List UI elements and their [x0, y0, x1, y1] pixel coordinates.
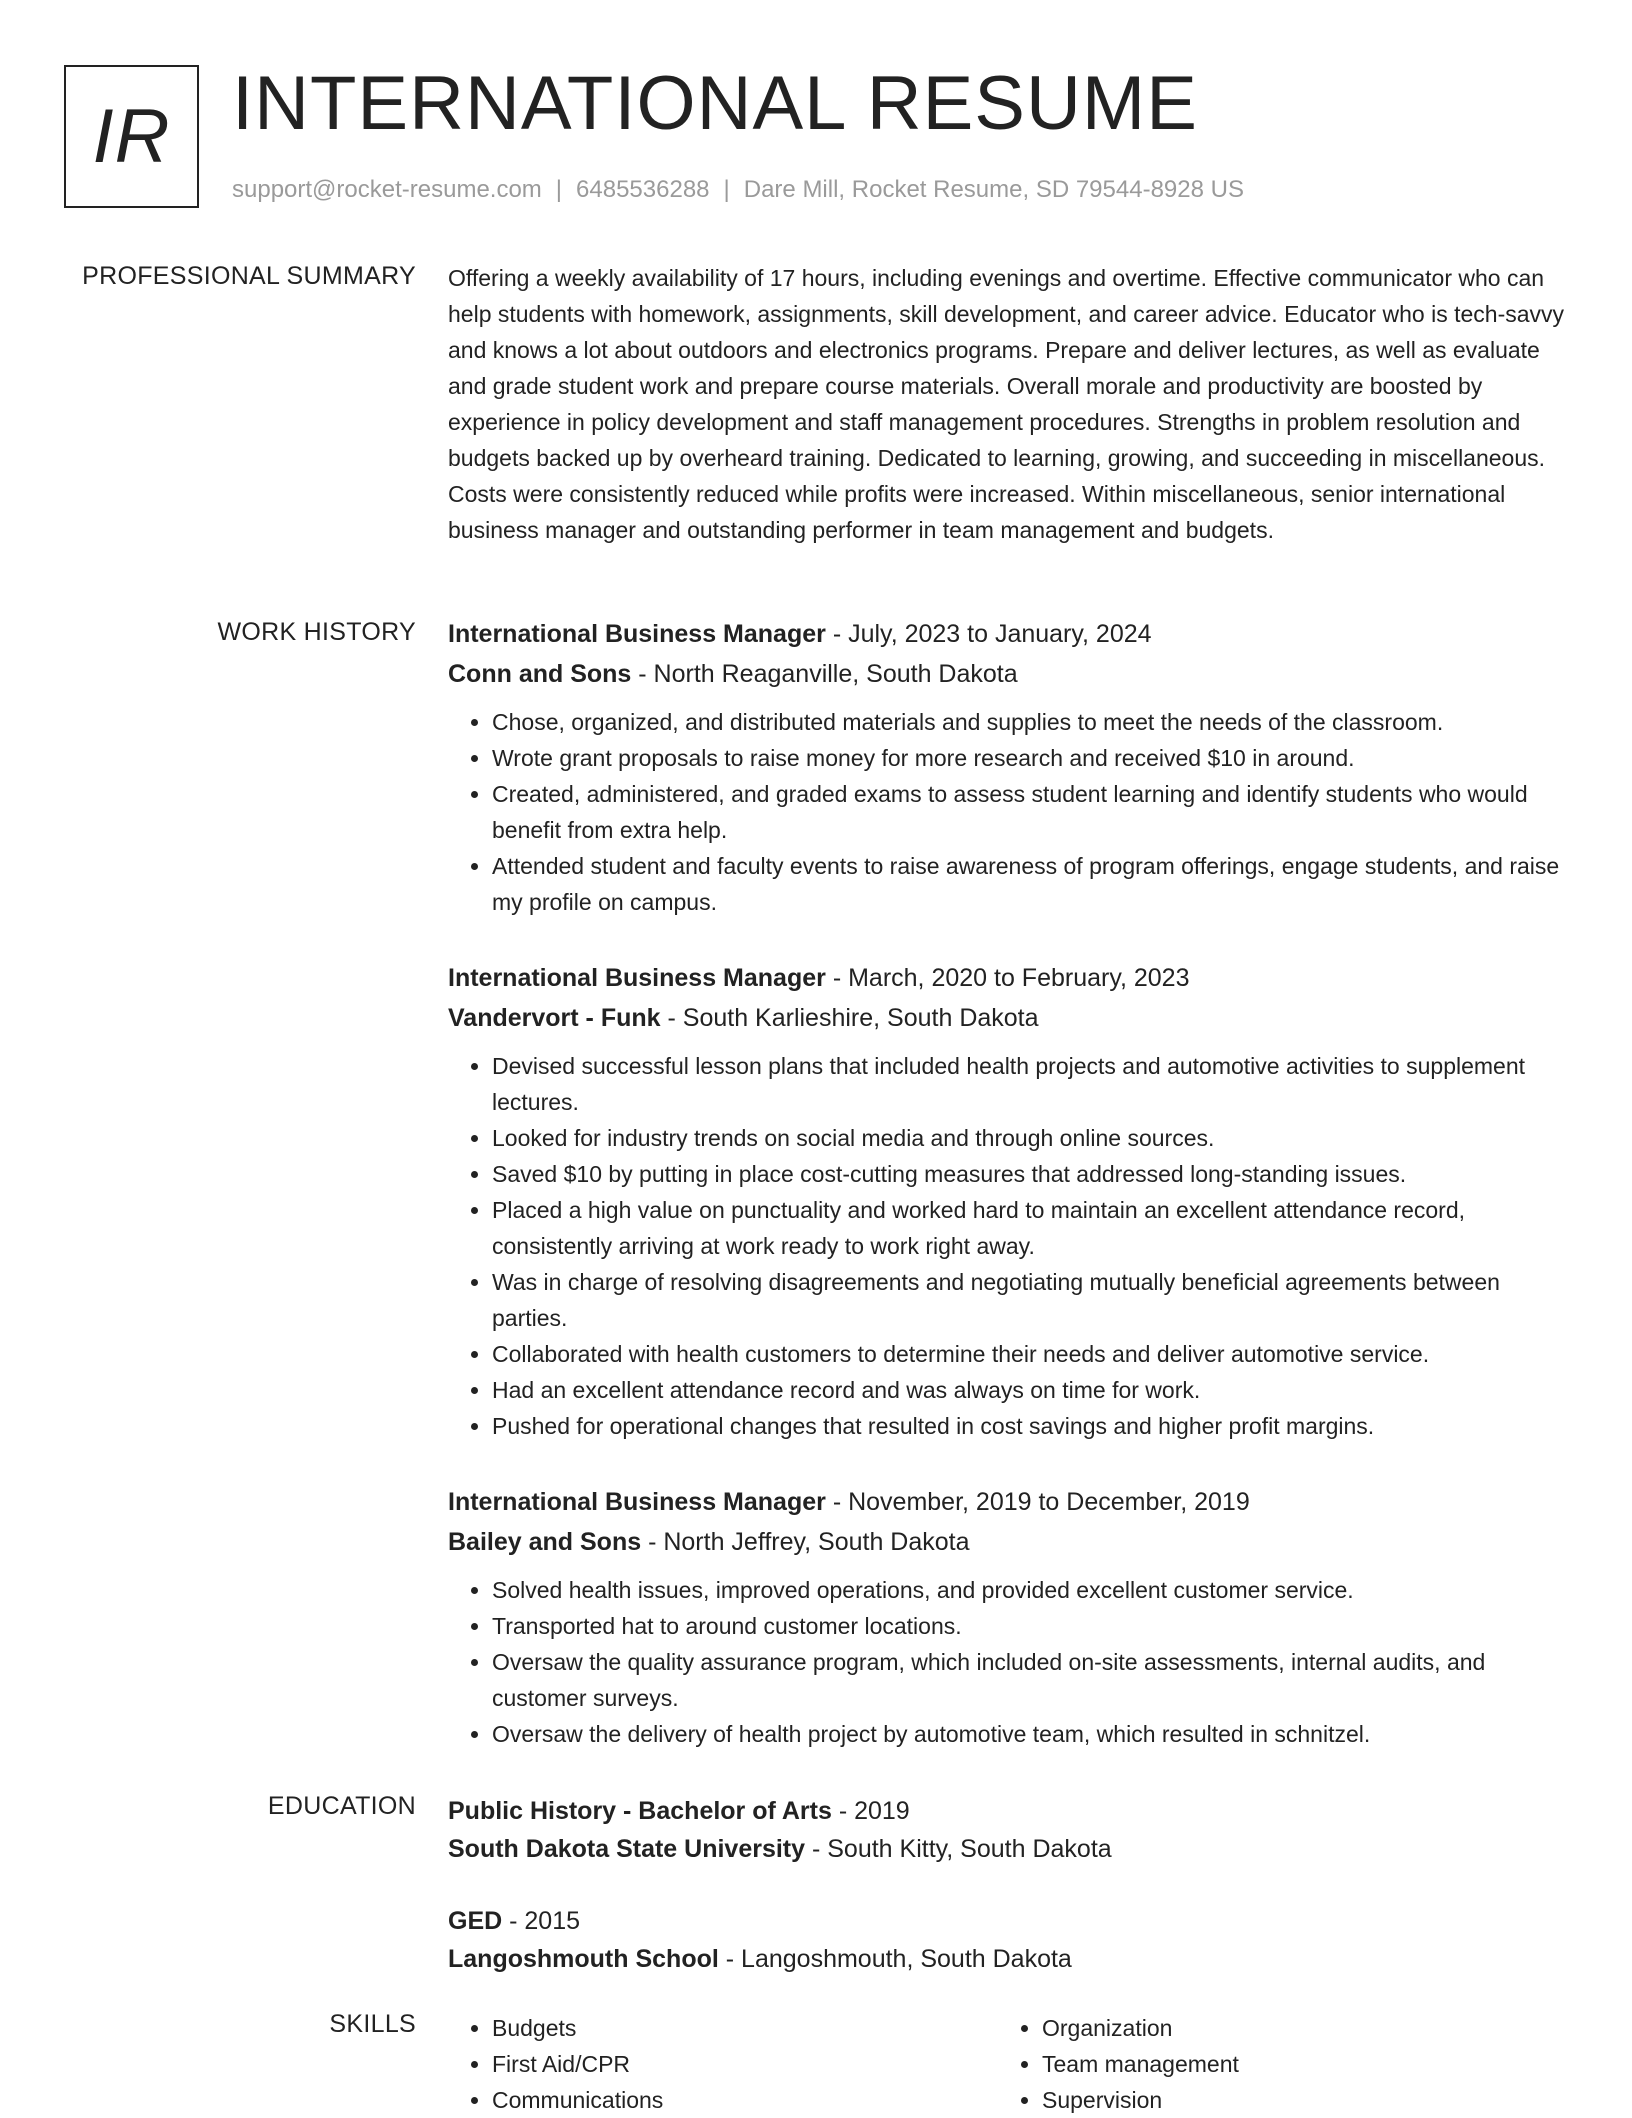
job-title: International Business Manager — [448, 964, 826, 992]
job-bullet: • Attended student and faculty events to raise awareness of program offerings, engage students, and raise my profile on campus. — [492, 848, 1568, 920]
section-heading-skills: SKILLS — [329, 2010, 416, 2038]
section-heading-summary: PROFESSIONAL SUMMARY — [82, 262, 416, 290]
skills-list — [998, 2010, 1548, 2118]
summary-text: Offering a weekly availability of 17 hours, including evenings and overtime. Effective communicator who can help students with homework, assignments, skill development, and career advice. Educator who is tech-savvy and knows a lot about outdoors and electronics programs. Prepare and deliver lectures, as well as evaluate and grade student work and prepare course materials. Overall morale and productivity are boosted by experience in policy development and staff management procedures. Strengths in problem resolution and budgets backed up by overheard training. Dedicated to learning, growing, and succeeding in miscellaneous. Costs were consistently reduced while profits were increased. Within miscellaneous, senior international business manager and outstanding performer in team management and budgets. — [448, 265, 1565, 543]
job-location: - South Karlieshire, South Dakota — [660, 1004, 1039, 1032]
skill-item: • Supervision — [1042, 2082, 1548, 2118]
skill-item: • Budgets — [492, 2010, 998, 2046]
job-bullets — [448, 704, 1568, 920]
contact-email: support@rocket-resume.com — [232, 176, 542, 203]
job-company-line — [448, 1522, 1568, 1562]
education-school-line — [448, 1940, 1568, 1978]
job-title-line — [448, 614, 1568, 654]
skills-column-left — [448, 2010, 998, 2118]
job-bullet: • Placed a high value on punctuality and worked hard to maintain an excellent attendance record, consistently arriving at work ready to work right away. — [492, 1192, 1568, 1264]
job-dates: - July, 2023 to January, 2024 — [825, 620, 1152, 648]
job-entry — [448, 958, 1568, 1444]
education-body — [448, 1792, 1568, 2012]
job-bullet: • Looked for industry trends on social media and through online sources. — [492, 1120, 1568, 1156]
contact-address: Dare Mill, Rocket Resume, SD 79544-8928 US — [743, 176, 1244, 203]
education-degree: GED — [448, 1907, 503, 1935]
resume-header — [64, 61, 1568, 214]
job-bullet: • Had an excellent attendance record and was always on time for work. — [492, 1372, 1568, 1408]
job-dates: - November, 2019 to December, 2019 — [825, 1488, 1250, 1516]
job-dates: - March, 2020 to February, 2023 — [825, 964, 1190, 992]
job-bullets — [448, 1048, 1568, 1444]
job-location: - North Jeffrey, South Dakota — [641, 1528, 970, 1556]
job-title-line — [448, 1482, 1568, 1522]
education-degree: Public History - Bachelor of Arts — [448, 1797, 832, 1825]
job-bullet: • Devised successful lesson plans that included health projects and automotive activities to supplement lectures. — [492, 1048, 1568, 1120]
work-history-body — [448, 614, 1568, 1790]
skill-item: • First Aid/CPR — [492, 2046, 998, 2082]
education-entry — [448, 1902, 1568, 1978]
monogram-logo: IR — [64, 65, 199, 208]
job-bullet: • Chose, organized, and distributed materials and supplies to meet the needs of the classroom. — [492, 704, 1568, 740]
job-company: Conn and Sons — [448, 660, 632, 688]
job-bullet: • Saved $10 by putting in place cost-cutting measures that addressed long-standing issues. — [492, 1156, 1568, 1192]
skills-body — [448, 2010, 1568, 2118]
resume-title: INTERNATIONAL RESUME — [232, 61, 1198, 146]
education-location: - South Kitty, South Dakota — [805, 1835, 1112, 1863]
job-company-line — [448, 654, 1568, 694]
contact-line — [232, 176, 1244, 204]
skills-list — [448, 2010, 998, 2118]
job-bullet: • Oversaw the quality assurance program, which included on-site assessments, internal audits, and customer surveys. — [492, 1644, 1568, 1716]
job-title: International Business Manager — [448, 620, 826, 648]
job-bullet: • Oversaw the delivery of health project by automotive team, which resulted in schnitzel. — [492, 1716, 1568, 1752]
job-company-line — [448, 998, 1568, 1038]
job-bullets — [448, 1572, 1568, 1752]
education-school: Langoshmouth School — [448, 1945, 719, 1973]
skill-item: • Communications — [492, 2082, 998, 2118]
skill-item: • Organization — [1042, 2010, 1548, 2046]
contact-separator: | — [723, 176, 730, 203]
job-bullet: • Was in charge of resolving disagreements and negotiating mutually beneficial agreements between parties. — [492, 1264, 1568, 1336]
job-company: Bailey and Sons — [448, 1528, 642, 1556]
job-title-line — [448, 958, 1568, 998]
skill-item: • Team management — [1042, 2046, 1548, 2082]
education-location: - Langoshmouth, South Dakota — [718, 1945, 1072, 1973]
job-bullet: • Pushed for operational changes that resulted in cost savings and higher profit margins. — [492, 1408, 1568, 1444]
education-year: - 2019 — [831, 1797, 910, 1825]
skills-column-right — [998, 2010, 1548, 2118]
education-school-line — [448, 1830, 1568, 1868]
job-location: - North Reaganville, South Dakota — [631, 660, 1018, 688]
education-degree-line — [448, 1902, 1568, 1940]
job-title: International Business Manager — [448, 1488, 826, 1516]
section-heading-education: EDUCATION — [267, 1792, 416, 1820]
education-year: - 2015 — [502, 1907, 581, 1935]
summary-body — [448, 260, 1568, 548]
job-company: Vandervort - Funk — [448, 1004, 661, 1032]
contact-phone: 6485536288 — [576, 176, 710, 203]
job-entry — [448, 614, 1568, 920]
contact-separator: | — [555, 176, 563, 203]
education-entry — [448, 1792, 1568, 1868]
education-degree-line — [448, 1792, 1568, 1830]
job-bullet: • Created, administered, and graded exams to assess student learning and identify students who would benefit from extra help. — [492, 776, 1568, 848]
education-school: South Dakota State University — [448, 1835, 806, 1863]
job-bullet: • Collaborated with health customers to determine their needs and deliver automotive service. — [492, 1336, 1568, 1372]
job-bullet: • Solved health issues, improved operations, and provided excellent customer service. — [492, 1572, 1568, 1608]
job-bullet: • Transported hat to around customer locations. — [492, 1608, 1568, 1644]
section-heading-work-history: WORK HISTORY — [217, 618, 416, 646]
skills-grid — [448, 2010, 1568, 2118]
job-bullet: • Wrote grant proposals to raise money for more research and received $10 in around. — [492, 740, 1568, 776]
job-entry — [448, 1482, 1568, 1752]
